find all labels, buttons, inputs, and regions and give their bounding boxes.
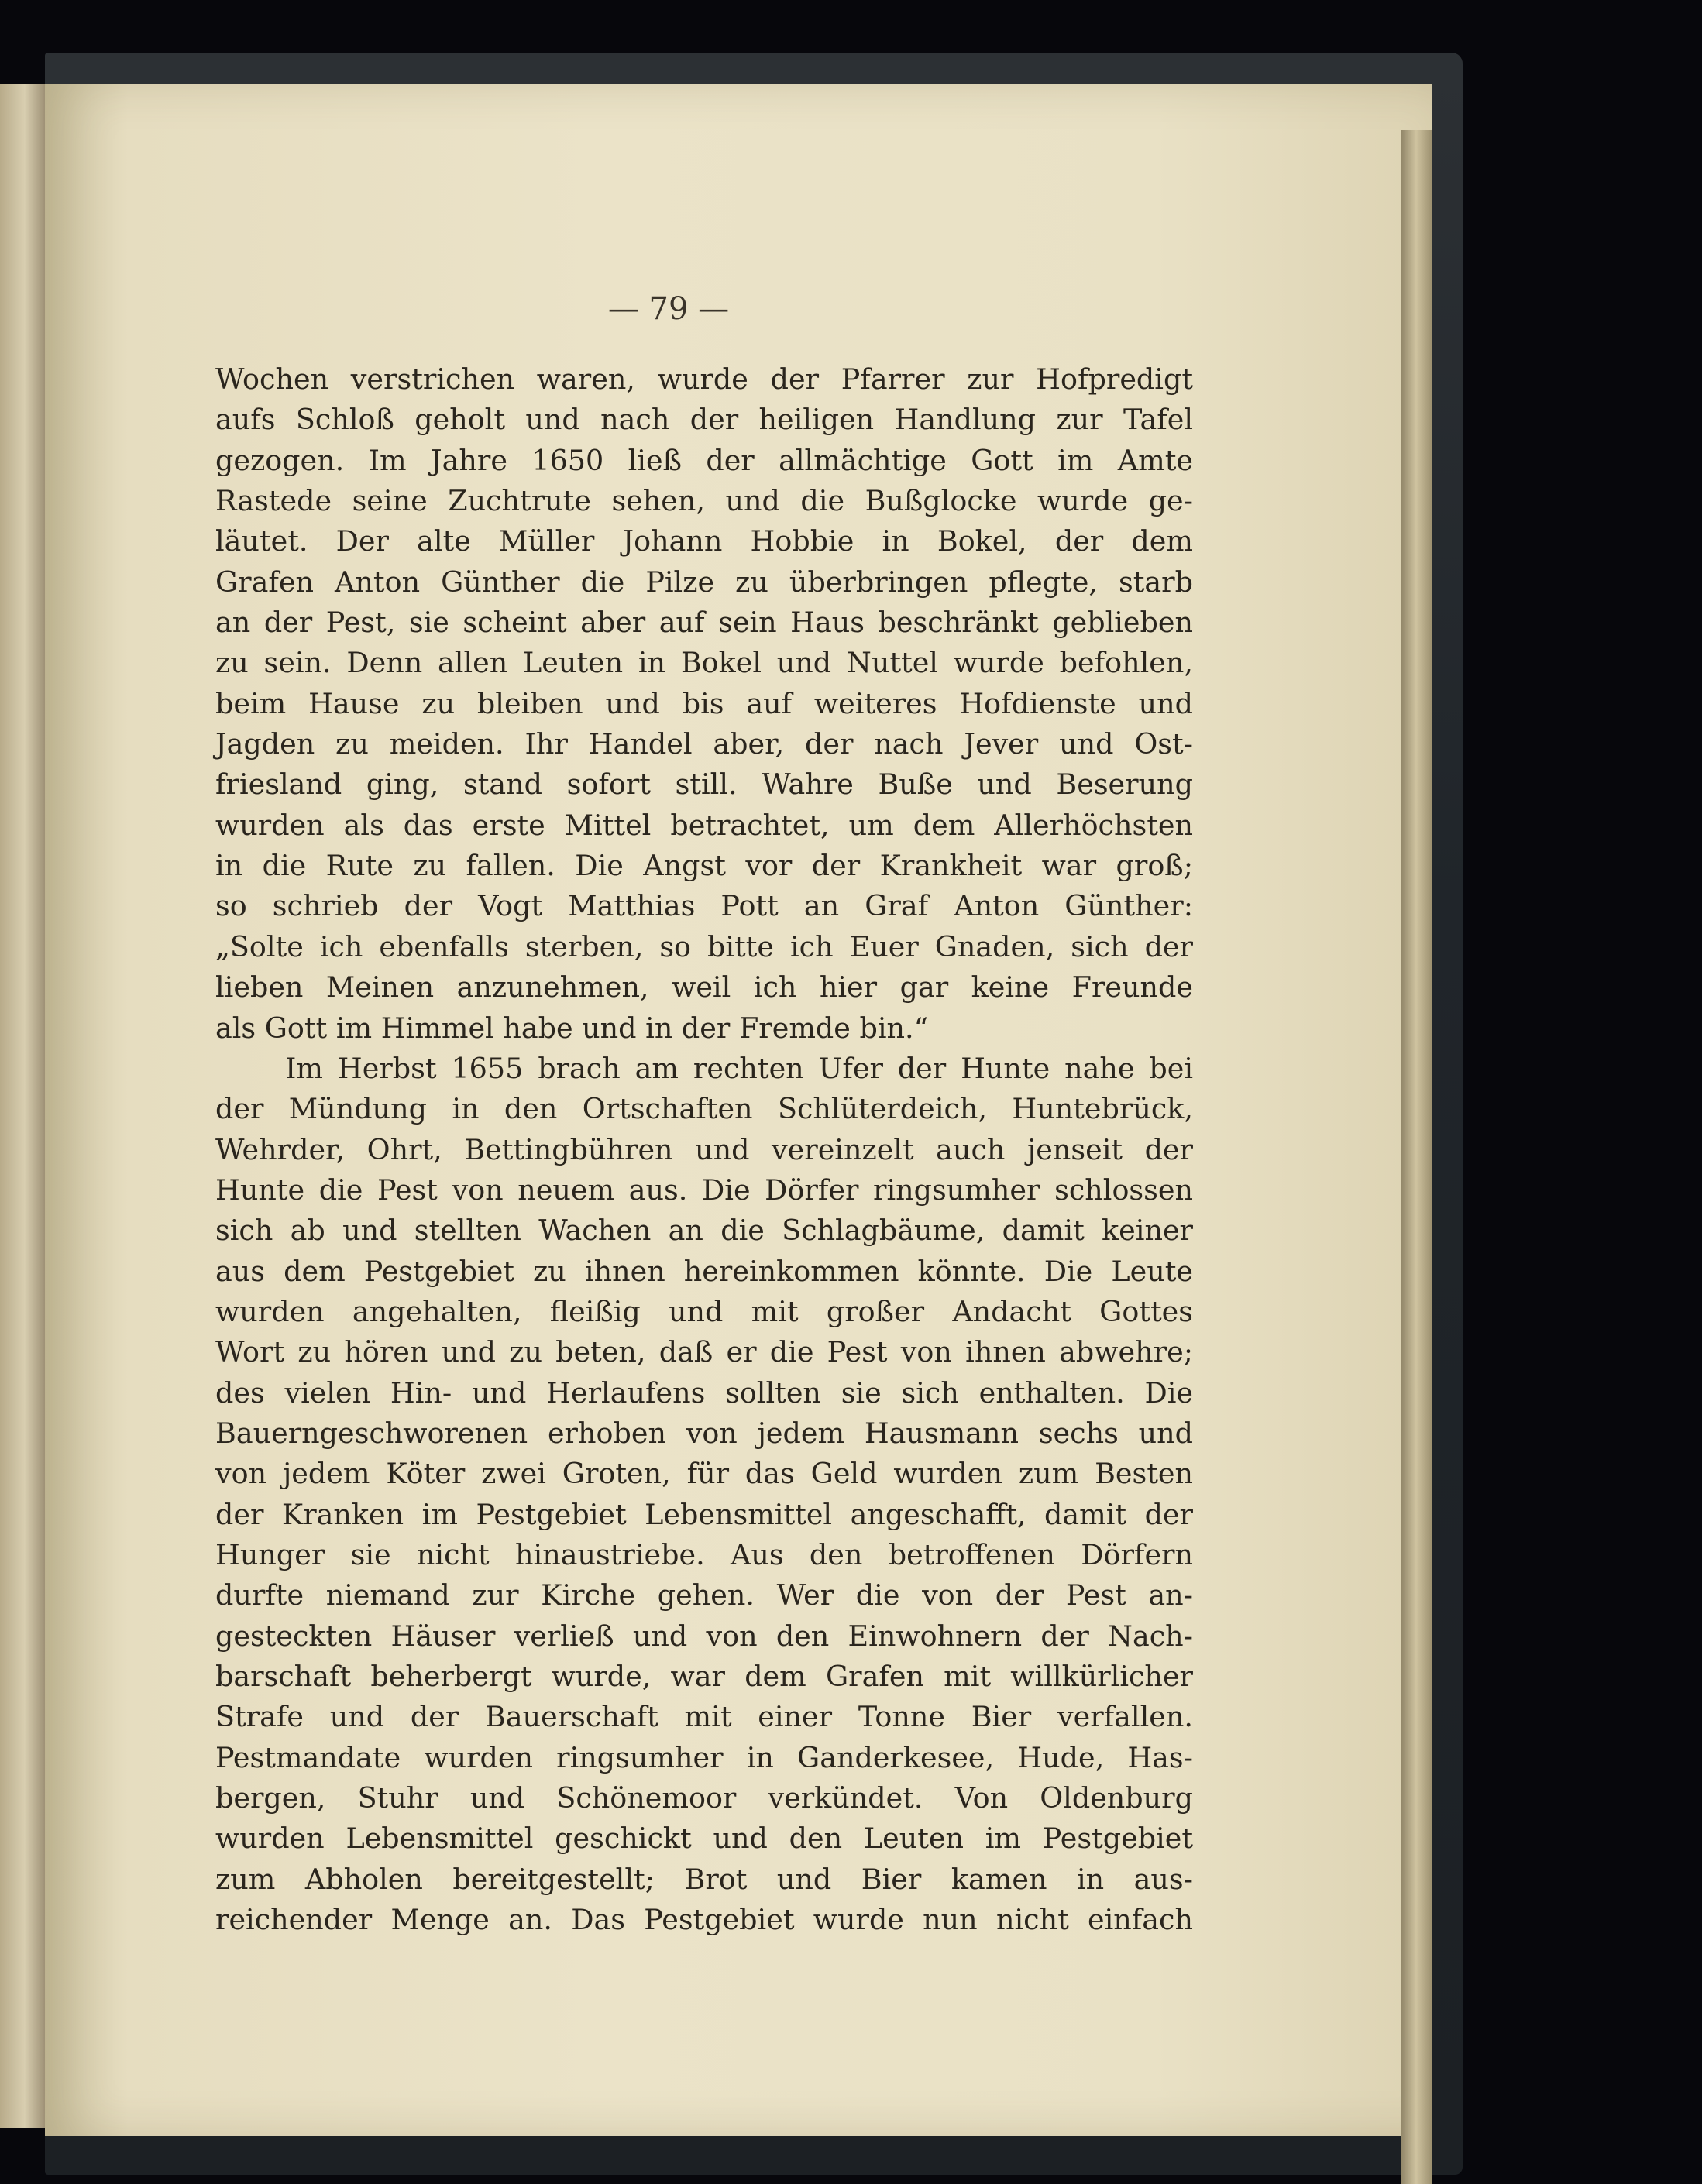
text-line: wurden angehalten, fleißig und mit großer Andacht Gottes xyxy=(215,1294,1193,1328)
text-line: durfte niemand zur Kirche gehen. Wer die von der Pest an- xyxy=(215,1578,1193,1612)
text-line: zu sein. Denn allen Leuten in Bokel und Nuttel wurde befohlen, xyxy=(215,646,1193,680)
text-line: läutet. Der alte Müller Johann Hobbie in Bokel, der dem xyxy=(215,524,1193,558)
page-text xyxy=(215,359,1193,1940)
text-line: in die Rute zu fallen. Die Angst vor der Krankheit war groß; xyxy=(215,849,1193,883)
page-number: — 79 — xyxy=(607,291,730,327)
left-page-edge xyxy=(0,84,45,2128)
text-line: Im Herbst 1655 brach am rechten Ufer der Hunte nahe bei xyxy=(285,1051,1193,1085)
text-line: der Kranken im Pestgebiet Lebensmittel angeschafft, damit der xyxy=(215,1497,1193,1531)
text-line: „Solte ich ebenfalls sterben, so bitte ich Euer Gnaden, sich der xyxy=(215,929,1193,963)
text-line: wurden Lebensmittel geschickt und den Leuten im Pestgebiet xyxy=(215,1822,1193,1856)
book-page xyxy=(45,84,1432,2136)
text-line: zum Abholen bereitgestellt; Brot und Bier kamen in aus- xyxy=(215,1862,1193,1896)
text-line: Hunte die Pest von neuem aus. Die Dörfer ringsumher schlossen xyxy=(215,1173,1193,1207)
text-line: Wort zu hören und zu beten, daß er die Pest von ihnen abwehre; xyxy=(215,1335,1193,1369)
text-line: Wehrder, Ohrt, Bettingbühren und vereinzelt auch jenseit der xyxy=(215,1132,1193,1166)
text-line: aus dem Pestgebiet zu ihnen hereinkommen könnte. Die Leute xyxy=(215,1254,1193,1288)
text-line: Wochen verstrichen waren, wurde der Pfarrer zur Hofpredigt xyxy=(215,362,1193,396)
text-line: sich ab und stellten Wachen an die Schlagbäume, damit keiner xyxy=(215,1214,1193,1248)
text-line: Jagden zu meiden. Ihr Handel aber, der nach Jever und Ost- xyxy=(215,727,1193,761)
text-line: gezogen. Im Jahre 1650 ließ der allmächtige Gott im Amte xyxy=(215,443,1193,477)
text-line: barschaft beherbergt wurde, war dem Grafen mit willkürlicher xyxy=(215,1660,1193,1693)
page-stack-edge xyxy=(1401,130,1432,2184)
text-line: reichender Menge an. Das Pestgebiet wurde nun nicht einfach xyxy=(215,1903,1193,1937)
text-line: als Gott im Himmel habe und in der Fremde bin.“ xyxy=(215,1011,929,1045)
text-line: an der Pest, sie scheint aber auf sein Haus beschränkt geblieben xyxy=(215,606,1193,640)
text-line: der Mündung in den Ortschaften Schlüterdeich, Huntebrück, xyxy=(215,1092,1193,1126)
text-line: wurden als das erste Mittel betrachtet, um dem Allerhöchsten xyxy=(215,808,1193,842)
text-line: so schrieb der Vogt Matthias Pott an Graf Anton Günther: xyxy=(215,889,1193,923)
text-line: lieben Meinen anzunehmen, weil ich hier gar keine Freunde xyxy=(215,970,1193,1004)
text-line: gesteckten Häuser verließ und von den Einwohnern der Nach- xyxy=(215,1619,1193,1653)
text-line: Rastede seine Zuchtrute sehen, und die Bußglocke wurde ge- xyxy=(215,484,1193,518)
text-line: aufs Schloß geholt und nach der heiligen Handlung zur Tafel xyxy=(215,403,1193,437)
text-line: des vielen Hin- und Herlaufens sollten sie sich enthalten. Die xyxy=(215,1375,1193,1410)
text-line: friesland ging, stand sofort still. Wahre Buße und Beserung xyxy=(215,767,1193,802)
text-line: beim Hause zu bleiben und bis auf weiteres Hofdienste und xyxy=(215,686,1193,720)
paragraph xyxy=(215,1049,1193,1941)
text-line: von jedem Köter zwei Groten, für das Geld wurden zum Besten xyxy=(215,1457,1193,1491)
text-line: Strafe und der Bauerschaft mit einer Tonne Bier verfallen. xyxy=(215,1700,1193,1734)
text-line: Pestmandate wurden ringsumher in Ganderkesee, Hude, Has- xyxy=(215,1740,1193,1774)
text-line: Grafen Anton Günther die Pilze zu überbringen pflegte, starb xyxy=(215,565,1193,599)
text-line: Bauerngeschworenen erhoben von jedem Hausmann sechs und xyxy=(215,1416,1193,1450)
text-line: bergen, Stuhr und Schönemoor verkündet. Von Oldenburg xyxy=(215,1781,1193,1815)
paragraph xyxy=(215,359,1193,1049)
text-line: Hunger sie nicht hinaustriebe. Aus den betroffenen Dörfern xyxy=(215,1537,1193,1571)
